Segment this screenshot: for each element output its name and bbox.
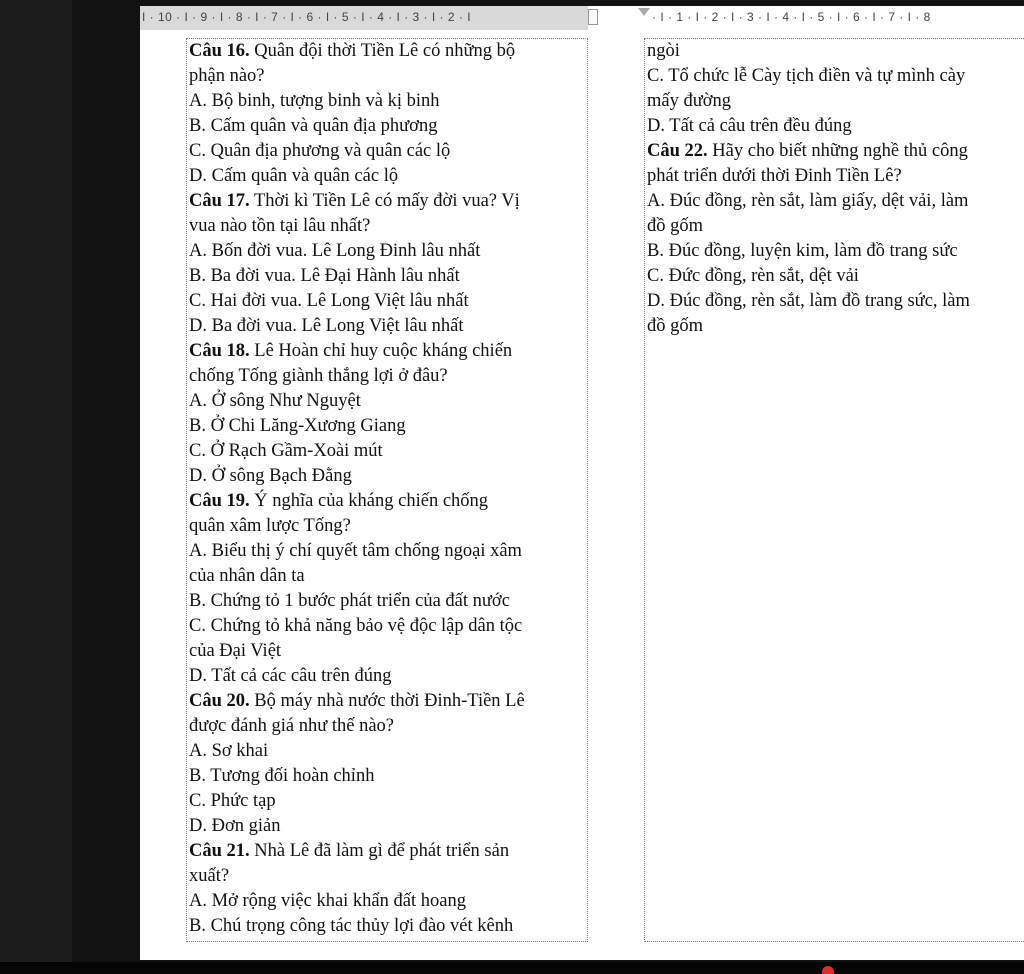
text-line [189, 914, 585, 939]
line-text: Thời kì Tiền Lê có mấy đời vua? Vị [249, 191, 520, 211]
line-text: D. Tất cả câu trên đều đúng [647, 116, 852, 136]
text-line [189, 239, 585, 264]
question-number: Câu 20. [189, 691, 250, 711]
text-line [647, 289, 1024, 314]
text-line [189, 614, 585, 639]
text-line [189, 589, 585, 614]
taskbar [0, 962, 1024, 974]
column-margin-marker[interactable] [588, 9, 598, 25]
question-number: Câu 21. [189, 841, 250, 861]
text-line [189, 514, 585, 539]
line-text: D. Đơn giản [189, 816, 281, 836]
text-line [647, 239, 1024, 264]
text-line [189, 764, 585, 789]
line-text: D. Ở sông Bạch Đằng [189, 466, 352, 486]
question-number: Câu 22. [647, 141, 708, 161]
text-line [189, 39, 585, 64]
text-line [189, 739, 585, 764]
text-line [189, 864, 585, 889]
document-page[interactable] [140, 30, 1024, 960]
ruler-right-scale: · I · 1 · I · 2 · I · 3 · I · 4 · I · 5 · I · 6 · I · 7 · I · 8 [652, 10, 931, 24]
text-line [189, 64, 585, 89]
text-line [189, 164, 585, 189]
line-text: Hãy cho biết những nghề thủ công [707, 141, 968, 161]
text-line [189, 414, 585, 439]
line-text: chống Tống giành thắng lợi ở đâu? [189, 366, 448, 386]
line-text: B. Ở Chi Lăng-Xương Giang [189, 416, 406, 436]
line-text: C. Quân địa phương và quân các lộ [189, 141, 451, 161]
line-text: Lê Hoàn chỉ huy cuộc kháng chiến [249, 341, 513, 361]
text-line [189, 814, 585, 839]
text-line [189, 364, 585, 389]
line-text: D. Đúc đồng, rèn sắt, làm đồ trang sức, làm [647, 291, 970, 311]
line-text: C. Đức đồng, rèn sắt, dệt vải [647, 266, 859, 286]
line-text: A. Mở rộng việc khai khẩn đất hoang [189, 891, 466, 911]
right-text-column[interactable] [644, 38, 1024, 942]
line-text: vua nào tồn tại lâu nhất? [189, 216, 371, 236]
text-line [189, 789, 585, 814]
line-text: B. Chú trọng công tác thủy lợi đào vét kênh [189, 916, 514, 936]
text-line [189, 564, 585, 589]
line-text: B. Cấm quân và quân địa phương [189, 116, 438, 136]
text-line [189, 439, 585, 464]
line-text: Bộ máy nhà nước thời Đinh-Tiền Lê [249, 691, 525, 711]
notification-dot-icon[interactable] [822, 966, 834, 974]
text-line [189, 189, 585, 214]
text-line [189, 89, 585, 114]
text-line [647, 189, 1024, 214]
line-text: xuất? [189, 866, 230, 886]
text-line [189, 839, 585, 864]
text-line [189, 389, 585, 414]
line-text: B. Chứng tỏ 1 bước phát triển của đất nước [189, 591, 510, 611]
text-line [189, 639, 585, 664]
line-text: A. Đúc đồng, rèn sắt, làm giấy, dệt vải, làm [647, 191, 969, 211]
line-text: của Đại Việt [189, 641, 282, 661]
text-line [189, 489, 585, 514]
text-line [647, 139, 1024, 164]
line-text: ngòi [647, 41, 680, 61]
text-line [647, 64, 1024, 89]
line-text: C. Tổ chức lễ Cày tịch điền và tự mình cày [647, 66, 966, 86]
left-text-column[interactable] [186, 38, 588, 942]
question-number: Câu 18. [189, 341, 250, 361]
line-text: C. Chứng tỏ khả năng bảo vệ độc lập dân tộc [189, 616, 523, 636]
line-text: đồ gốm [647, 316, 704, 336]
line-text: Ý nghĩa của kháng chiến chống [249, 491, 489, 511]
line-text: D. Tất cả các câu trên đúng [189, 666, 392, 686]
line-text: C. Phức tạp [189, 791, 276, 811]
text-line [647, 164, 1024, 189]
text-line [189, 664, 585, 689]
ruler-left-scale: I · 10 · I · 9 · I · 8 · I · 7 · I · 6 · I · 5 · I · 4 · I · 3 · I · 2 · I [142, 10, 472, 24]
text-line [189, 539, 585, 564]
text-line [647, 114, 1024, 139]
line-text: C. Hai đời vua. Lê Long Việt lâu nhất [189, 291, 469, 311]
line-text: của nhân dân ta [189, 566, 305, 586]
line-text: mấy đường [647, 91, 732, 111]
line-text: B. Ba đời vua. Lê Đại Hành lâu nhất [189, 266, 460, 286]
text-line [189, 214, 585, 239]
text-line [647, 314, 1024, 339]
text-line [189, 114, 585, 139]
line-text: được đánh giá như thế nào? [189, 716, 395, 736]
line-text: D. Cấm quân và quân các lộ [189, 166, 399, 186]
line-text: A. Sơ khai [189, 741, 269, 761]
text-line [189, 339, 585, 364]
question-number: Câu 16. [189, 41, 250, 61]
text-line [189, 464, 585, 489]
text-line [647, 264, 1024, 289]
text-line [647, 214, 1024, 239]
indent-marker-icon[interactable] [638, 8, 650, 16]
line-text: C. Ở Rạch Gầm-Xoài mút [189, 441, 383, 461]
line-text: quân xâm lược Tống? [189, 516, 351, 536]
line-text: A. Bộ binh, tượng binh và kị binh [189, 91, 440, 111]
text-line [189, 264, 585, 289]
line-text: Nhà Lê đã làm gì để phát triển sản [249, 841, 510, 861]
text-line [647, 39, 1024, 64]
line-text: D. Ba đời vua. Lê Long Việt lâu nhất [189, 316, 464, 336]
line-text: B. Tương đối hoàn chỉnh [189, 766, 375, 786]
line-text: B. Đúc đồng, luyện kim, làm đồ trang sức [647, 241, 958, 261]
line-text: phát triển dưới thời Đinh Tiền Lê? [647, 166, 902, 186]
text-line [189, 689, 585, 714]
text-line [189, 714, 585, 739]
text-line [189, 139, 585, 164]
line-text: phận nào? [189, 66, 265, 86]
horizontal-ruler[interactable] [140, 6, 1024, 31]
text-line [647, 89, 1024, 114]
line-text: A. Biểu thị ý chí quyết tâm chống ngoại xâm [189, 541, 522, 561]
line-text: A. Ở sông Như Nguyệt [189, 391, 361, 411]
left-margin-strip [0, 0, 72, 974]
line-text: đồ gốm [647, 216, 704, 236]
line-text: A. Bốn đời vua. Lê Long Đinh lâu nhất [189, 241, 481, 261]
text-line [189, 314, 585, 339]
question-number: Câu 17. [189, 191, 250, 211]
text-line [189, 889, 585, 914]
text-line [189, 289, 585, 314]
question-number: Câu 19. [189, 491, 250, 511]
line-text: Quân đội thời Tiền Lê có những bộ [249, 41, 516, 61]
